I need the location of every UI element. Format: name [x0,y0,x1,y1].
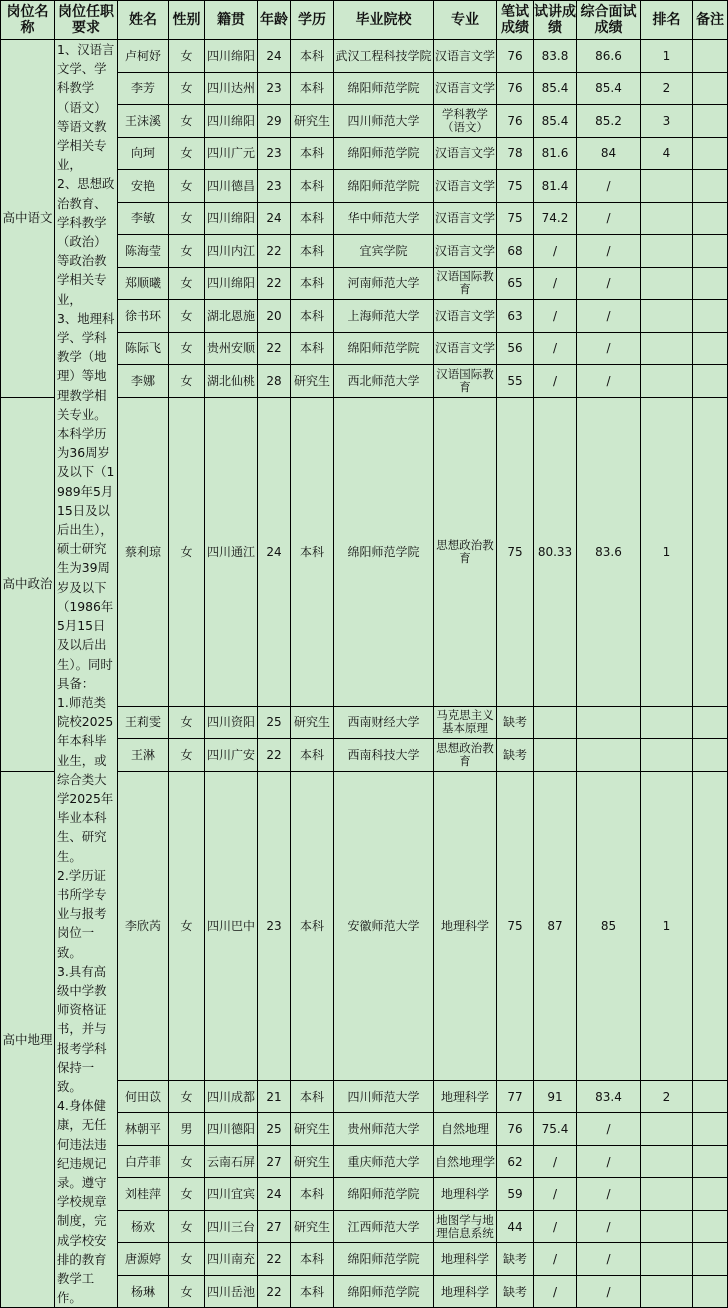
school-cell: 绵阳师范学院 [334,332,434,365]
interview-score-cell: / [577,332,641,365]
header-education: 学历 [291,1,334,40]
position-name-cell: 高中政治 [1,397,55,771]
trial-lecture-score-cell: 75.4 [534,1113,577,1146]
rank-cell [641,235,693,268]
gender-cell: 女 [169,1243,205,1276]
age-cell: 25 [258,706,291,739]
remarks-cell [693,1178,728,1211]
age-cell: 21 [258,1080,291,1113]
written-score-cell: 75 [497,397,534,706]
interview-score-cell [577,706,641,739]
education-cell: 本科 [291,739,334,772]
hometown-cell: 四川绵阳 [205,105,258,138]
position-name-cell: 高中地理 [1,771,55,1308]
written-score-cell: 77 [497,1080,534,1113]
rank-cell [641,1145,693,1178]
table-body [1,40,728,1308]
header-name: 姓名 [118,1,169,40]
rank-cell [641,300,693,333]
written-score-cell: 68 [497,235,534,268]
written-score-cell: 65 [497,267,534,300]
gender-cell: 女 [169,771,205,1080]
age-cell: 27 [258,1145,291,1178]
header-interview-score: 综合面试成绩 [577,1,641,40]
hometown-cell: 四川宜宾 [205,1178,258,1211]
hometown-cell: 四川资阳 [205,706,258,739]
education-cell: 本科 [291,137,334,170]
school-cell: 安徽师范大学 [334,771,434,1080]
interview-score-cell: 83.4 [577,1080,641,1113]
remarks-cell [693,267,728,300]
education-cell: 本科 [291,771,334,1080]
name-cell: 刘桂萍 [118,1178,169,1211]
name-cell: 陈海莹 [118,235,169,268]
age-cell: 22 [258,267,291,300]
trial-lecture-score-cell: 87 [534,771,577,1080]
major-cell: 马克思主义基本原理 [434,706,497,739]
name-cell: 李欣芮 [118,771,169,1080]
education-cell: 本科 [291,72,334,105]
interview-score-cell: / [577,1178,641,1211]
interview-score-cell: / [577,300,641,333]
major-cell: 地理科学 [434,1080,497,1113]
education-cell: 研究生 [291,105,334,138]
age-cell: 22 [258,1275,291,1308]
trial-lecture-score-cell: / [534,1275,577,1308]
rank-cell: 2 [641,1080,693,1113]
written-score-cell: 76 [497,72,534,105]
remarks-cell [693,1113,728,1146]
education-cell: 本科 [291,1178,334,1211]
education-cell: 本科 [291,1243,334,1276]
trial-lecture-score-cell: 91 [534,1080,577,1113]
education-cell: 研究生 [291,1210,334,1243]
major-cell: 地图学与地理信息系统 [434,1210,497,1243]
name-cell: 李敏 [118,202,169,235]
written-score-cell: 75 [497,202,534,235]
major-cell: 汉语言文学 [434,40,497,73]
name-cell: 唐源婷 [118,1243,169,1276]
school-cell: 西北师范大学 [334,365,434,398]
remarks-cell [693,771,728,1080]
rank-cell [641,739,693,772]
trial-lecture-score-cell [534,739,577,772]
age-cell: 24 [258,40,291,73]
rank-cell [641,365,693,398]
position-name-cell: 高中语文 [1,40,55,398]
major-cell: 汉语言文学 [434,235,497,268]
school-cell: 江西师范大学 [334,1210,434,1243]
written-score-cell: 76 [497,1113,534,1146]
major-cell: 汉语国际教育 [434,267,497,300]
name-cell: 向珂 [118,137,169,170]
written-score-cell: 75 [497,771,534,1080]
hometown-cell: 四川绵阳 [205,202,258,235]
age-cell: 22 [258,235,291,268]
name-cell: 蔡利琼 [118,397,169,706]
major-cell: 自然地理 [434,1113,497,1146]
education-cell: 研究生 [291,1145,334,1178]
age-cell: 27 [258,1210,291,1243]
hometown-cell: 四川内江 [205,235,258,268]
remarks-cell [693,1275,728,1308]
gender-cell: 女 [169,267,205,300]
age-cell: 20 [258,300,291,333]
gender-cell: 女 [169,706,205,739]
school-cell: 绵阳师范学院 [334,170,434,203]
major-cell: 地理科学 [434,1275,497,1308]
gender-cell: 女 [169,1178,205,1211]
hometown-cell: 四川成都 [205,1080,258,1113]
name-cell: 杨琳 [118,1275,169,1308]
written-score-cell: 59 [497,1178,534,1211]
school-cell: 绵阳师范学院 [334,1275,434,1308]
gender-cell: 女 [169,397,205,706]
gender-cell: 女 [169,365,205,398]
school-cell: 绵阳师范学院 [334,1243,434,1276]
school-cell: 四川师范大学 [334,105,434,138]
hometown-cell: 四川达州 [205,72,258,105]
table-row [1,40,728,73]
school-cell: 上海师范大学 [334,300,434,333]
interview-score-cell: / [577,1113,641,1146]
age-cell: 22 [258,332,291,365]
gender-cell: 女 [169,332,205,365]
education-cell: 本科 [291,235,334,268]
header-major: 专业 [434,1,497,40]
header-gender: 性别 [169,1,205,40]
major-cell: 汉语言文学 [434,332,497,365]
name-cell: 卢柯妤 [118,40,169,73]
written-score-cell: 缺考 [497,739,534,772]
rank-cell: 3 [641,105,693,138]
major-cell: 汉语言文学 [434,300,497,333]
gender-cell: 女 [169,1145,205,1178]
name-cell: 陈际飞 [118,332,169,365]
interview-score-cell: 85.4 [577,72,641,105]
trial-lecture-score-cell: 81.6 [534,137,577,170]
trial-lecture-score-cell: 81.4 [534,170,577,203]
remarks-cell [693,1243,728,1276]
hometown-cell: 四川通江 [205,397,258,706]
rank-cell [641,202,693,235]
gender-cell: 女 [169,739,205,772]
hometown-cell: 四川巴中 [205,771,258,1080]
trial-lecture-score-cell: / [534,1243,577,1276]
rank-cell [641,1178,693,1211]
school-cell: 宜宾学院 [334,235,434,268]
name-cell: 郑顺曦 [118,267,169,300]
interview-score-cell: 86.6 [577,40,641,73]
education-cell: 本科 [291,397,334,706]
age-cell: 24 [258,202,291,235]
hometown-cell: 四川广安 [205,739,258,772]
name-cell: 安艳 [118,170,169,203]
trial-lecture-score-cell: / [534,1145,577,1178]
rank-cell [641,706,693,739]
major-cell: 汉语言文学 [434,170,497,203]
major-cell: 汉语国际教育 [434,365,497,398]
remarks-cell [693,137,728,170]
name-cell: 杨欢 [118,1210,169,1243]
interview-score-cell: / [577,202,641,235]
gender-cell: 女 [169,40,205,73]
header-position: 岗位名称 [1,1,55,40]
major-cell: 地理科学 [434,1178,497,1211]
rank-cell [641,332,693,365]
trial-lecture-score-cell: 83.8 [534,40,577,73]
rank-cell: 2 [641,72,693,105]
remarks-cell [693,1210,728,1243]
major-cell: 地理科学 [434,1243,497,1276]
major-cell: 汉语言文学 [434,137,497,170]
trial-lecture-score-cell: 74.2 [534,202,577,235]
education-cell: 本科 [291,300,334,333]
remarks-cell [693,72,728,105]
education-cell: 本科 [291,40,334,73]
trial-lecture-score-cell: / [534,1178,577,1211]
interview-score-cell: / [577,170,641,203]
hometown-cell: 湖北仙桃 [205,365,258,398]
gender-cell: 女 [169,300,205,333]
rank-cell [641,1113,693,1146]
trial-lecture-score-cell: / [534,267,577,300]
remarks-cell [693,105,728,138]
remarks-cell [693,170,728,203]
name-cell: 王沫溪 [118,105,169,138]
interview-score-cell: 85.2 [577,105,641,138]
school-cell: 绵阳师范学院 [334,137,434,170]
education-cell: 本科 [291,1080,334,1113]
interview-score-cell: / [577,1145,641,1178]
age-cell: 24 [258,397,291,706]
school-cell: 绵阳师范学院 [334,72,434,105]
rank-cell [641,1275,693,1308]
school-cell: 华中师范大学 [334,202,434,235]
name-cell: 王淋 [118,739,169,772]
written-score-cell: 44 [497,1210,534,1243]
age-cell: 29 [258,105,291,138]
remarks-cell [693,332,728,365]
hometown-cell: 四川德阳 [205,1113,258,1146]
written-score-cell: 缺考 [497,1243,534,1276]
remarks-cell [693,739,728,772]
school-cell: 重庆师范大学 [334,1145,434,1178]
name-cell: 王莉雯 [118,706,169,739]
rank-cell: 1 [641,771,693,1080]
gender-cell: 女 [169,235,205,268]
education-cell: 本科 [291,170,334,203]
hometown-cell: 云南石屏 [205,1145,258,1178]
age-cell: 23 [258,72,291,105]
trial-lecture-score-cell: 85.4 [534,105,577,138]
hometown-cell: 四川岳池 [205,1275,258,1308]
hometown-cell: 湖北恩施 [205,300,258,333]
header-remarks: 备注 [693,1,728,40]
education-cell: 研究生 [291,1113,334,1146]
gender-cell: 女 [169,105,205,138]
hometown-cell: 贵州安顺 [205,332,258,365]
education-cell: 本科 [291,1275,334,1308]
hometown-cell: 四川广元 [205,137,258,170]
remarks-cell [693,1080,728,1113]
gender-cell: 女 [169,1275,205,1308]
school-cell: 西南财经大学 [334,706,434,739]
interview-score-cell: / [577,365,641,398]
age-cell: 22 [258,739,291,772]
name-cell: 徐书环 [118,300,169,333]
trial-lecture-score-cell: / [534,332,577,365]
gender-cell: 女 [169,202,205,235]
trial-lecture-score-cell: / [534,300,577,333]
remarks-cell [693,1145,728,1178]
school-cell: 绵阳师范学院 [334,1178,434,1211]
remarks-cell [693,235,728,268]
school-cell: 四川师范大学 [334,1080,434,1113]
school-cell: 绵阳师范学院 [334,397,434,706]
school-cell: 西南科技大学 [334,739,434,772]
name-cell: 白芹菲 [118,1145,169,1178]
written-score-cell: 缺考 [497,706,534,739]
name-cell: 李芳 [118,72,169,105]
written-score-cell: 78 [497,137,534,170]
written-score-cell: 56 [497,332,534,365]
written-score-cell: 76 [497,105,534,138]
gender-cell: 女 [169,1080,205,1113]
name-cell: 李娜 [118,365,169,398]
age-cell: 23 [258,137,291,170]
header-requirement: 岗位任职要求 [55,1,118,40]
written-score-cell: 76 [497,40,534,73]
major-cell: 地理科学 [434,771,497,1080]
remarks-cell [693,202,728,235]
requirement-cell: 1、汉语言文学、学科教学（语文）等语文教学相关专业， 2、思想政治教育、学科教学（政治）等政治教学相关专业， 3、地理科学、学科教学（地理）等地理教学相关专业。本科学历为36周岁及以下（1989年5月15日及以后出生），硕士研究生为39周岁及以下（1986年5月15日及以后出生）。同时具备： 1.师范类院校2025年本科毕业生，或综合类大学2025年毕业本科生、研究生。 2.学历证书所学专业与报考岗位一致。 3.具有高级中学教师资格证书，并与报考学科保持一致。 4.身体健康，无任何违法违纪违规记录。遵守学校规章制度，完成学校安排的教育教学工作。 [55,40,118,1308]
trial-lecture-score-cell: 80.33 [534,397,577,706]
rank-cell [641,170,693,203]
header-written-score: 笔试成绩 [497,1,534,40]
rank-cell: 1 [641,40,693,73]
remarks-cell [693,706,728,739]
written-score-cell: 75 [497,170,534,203]
major-cell: 自然地理学 [434,1145,497,1178]
trial-lecture-score-cell: / [534,365,577,398]
major-cell: 思想政治教育 [434,739,497,772]
trial-lecture-score-cell: / [534,1210,577,1243]
hometown-cell: 四川三台 [205,1210,258,1243]
rank-cell [641,1243,693,1276]
major-cell: 思想政治教育 [434,397,497,706]
written-score-cell: 62 [497,1145,534,1178]
education-cell: 研究生 [291,706,334,739]
remarks-cell [693,397,728,706]
gender-cell: 女 [169,72,205,105]
age-cell: 23 [258,170,291,203]
remarks-cell [693,365,728,398]
school-cell: 河南师范大学 [334,267,434,300]
school-cell: 贵州师范大学 [334,1113,434,1146]
trial-lecture-score-cell: / [534,235,577,268]
age-cell: 22 [258,1243,291,1276]
education-cell: 本科 [291,267,334,300]
written-score-cell: 55 [497,365,534,398]
gender-cell: 女 [169,1210,205,1243]
rank-cell: 4 [641,137,693,170]
education-cell: 研究生 [291,365,334,398]
rank-cell [641,1210,693,1243]
remarks-cell [693,300,728,333]
education-cell: 本科 [291,202,334,235]
hometown-cell: 四川绵阳 [205,267,258,300]
interview-score-cell: 85 [577,771,641,1080]
header-age: 年龄 [258,1,291,40]
gender-cell: 女 [169,137,205,170]
written-score-cell: 缺考 [497,1275,534,1308]
major-cell: 汉语言文学 [434,72,497,105]
written-score-cell: 63 [497,300,534,333]
rank-cell: 1 [641,397,693,706]
interview-score-cell [577,739,641,772]
interview-score-cell: 84 [577,137,641,170]
hometown-cell: 四川绵阳 [205,40,258,73]
major-cell: 学科教学（语文） [434,105,497,138]
header-trial-lecture-score: 试讲成绩 [534,1,577,40]
interview-score-cell: / [577,1275,641,1308]
age-cell: 23 [258,771,291,1080]
remarks-cell [693,40,728,73]
school-cell: 武汉工程科技学院 [334,40,434,73]
header-rank: 排名 [641,1,693,40]
interview-score-cell: / [577,1243,641,1276]
gender-cell: 女 [169,170,205,203]
age-cell: 28 [258,365,291,398]
trial-lecture-score-cell: 85.4 [534,72,577,105]
major-cell: 汉语言文学 [434,202,497,235]
interview-score-cell: / [577,1210,641,1243]
education-cell: 本科 [291,332,334,365]
age-cell: 24 [258,1178,291,1211]
hometown-cell: 四川德昌 [205,170,258,203]
name-cell: 何田苡 [118,1080,169,1113]
name-cell: 林朝平 [118,1113,169,1146]
header-row [1,1,728,40]
interview-score-cell: / [577,267,641,300]
hometown-cell: 四川南充 [205,1243,258,1276]
age-cell: 25 [258,1113,291,1146]
header-school: 毕业院校 [334,1,434,40]
gender-cell: 男 [169,1113,205,1146]
interview-score-cell: / [577,235,641,268]
interview-score-cell: 83.6 [577,397,641,706]
rank-cell [641,267,693,300]
header-hometown: 籍贯 [205,1,258,40]
trial-lecture-score-cell [534,706,577,739]
